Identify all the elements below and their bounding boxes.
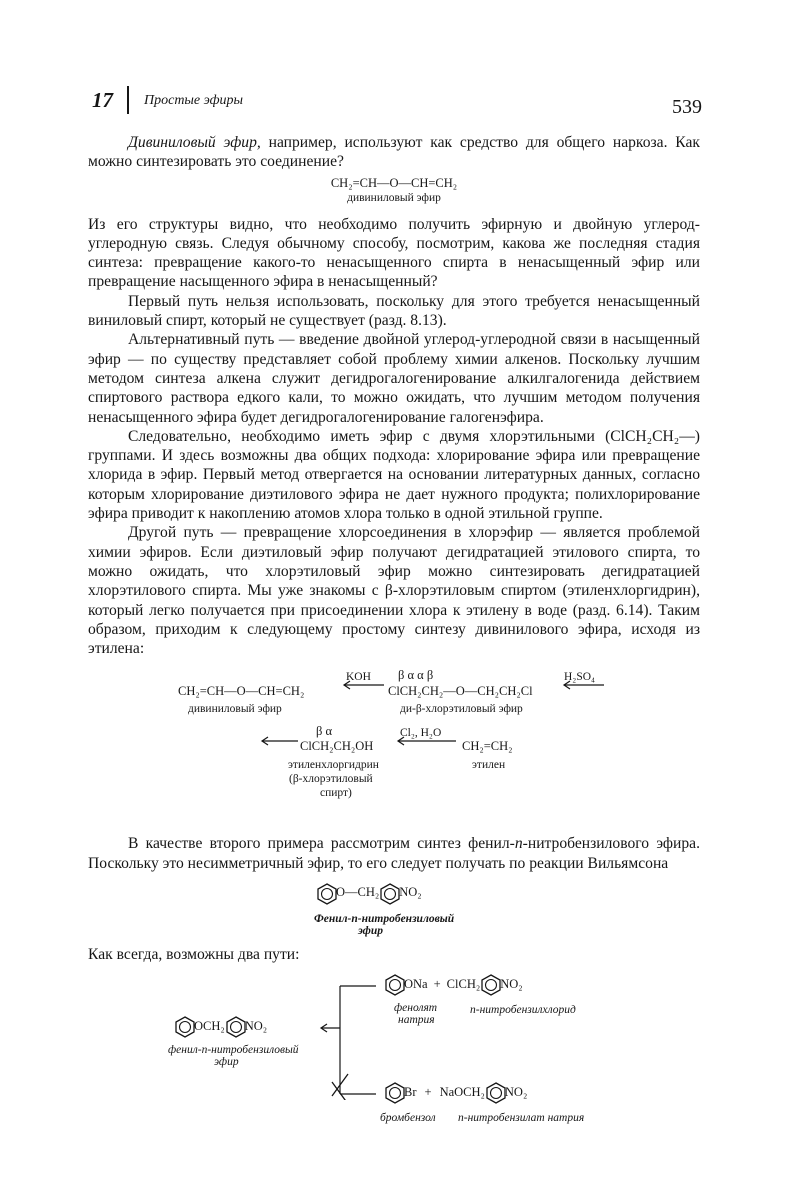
- paragraph-1: [88, 133, 700, 172]
- reagent-h2so4: H₂SO₄: [564, 671, 596, 684]
- divinyl-ether-formula: CH₂=CH—O—CH=CH₂: [330, 175, 458, 190]
- paragraph-2: Из его структуры видно, что необходимо получить эфирную и двойную углерод-углеродную связь. Следуя обычному способу, посмотрим, какова же последняя стадия синтеза: превращение какого-то ненасыщенного спирта в ненасыщенный эфир или превращение насыщенного эфира в ненасыщенный?: [88, 215, 700, 291]
- path-1-reagents: [384, 974, 523, 999]
- paragraph-7: [88, 834, 700, 873]
- divinyl-ether-product: CH₂=CH—O—CH=CH₂: [178, 684, 305, 699]
- ethylene-label: этилен: [472, 759, 506, 772]
- bromobenzene-caption: бромбензол: [380, 1112, 436, 1125]
- paragraph-7-start: В качестве второго примера рассмотрим синтез фенил-: [128, 835, 515, 853]
- paragraph-8: Как всегда, возможны два пути:: [88, 946, 300, 964]
- paragraph-3: Первый путь нельзя использовать, поскольку для этого требуется ненасыщенный виниловый спирт, который не существует (разд. 8.13).: [88, 292, 700, 330]
- linker-o-ch2: O—CH₂: [336, 885, 380, 900]
- paragraph-6: Другой путь — превращение хлорсоединения в хлорэфир — является проблемой химии эфиров. Если диэтиловый эфир получают дегидратацией этилового спирта, то можно ожидать, что хлорэтиловый эфир можно синтезировать дегидратацией хлорэтилового спирта. Мы уже знакомы с β-хлорэтиловым спиртом (этиленхлоргидрин), который легко получается при присоединении хлора к этилену в воде (разд. 6.14). Таким образом, приходим к следующему простому синтезу дивинилового эфира, исходя из этилена:: [88, 524, 700, 658]
- phenyl-nitrobenzyl-ether-structure: [316, 883, 422, 908]
- paragraph-5: Следовательно, необходимо иметь эфир с двумя хлорэтильными (ClCH₂CH₂—) группами. И здесь возможны два общих подхода: хлорирование эфира или превращение хлорида в эфир. Первый метод отвергается на основании литературных данных, согласно которым хлорирование диэтилового эфира не дает нужного продукта; полихлорирование эфира приводит к накоплению атомов хлора только в одной этильной группе.: [88, 427, 700, 523]
- sodium-phenolate-caption-2: натрия: [398, 1014, 435, 1027]
- dichloro-ether-label: ди-β-хлорэтиловый эфир: [400, 703, 523, 716]
- para-italic-n: п: [514, 835, 523, 853]
- greek-labels-chlorohydrin: β α: [316, 724, 333, 739]
- page-number: 539: [672, 96, 702, 118]
- product-och2: OCH₂: [194, 1018, 225, 1033]
- dichloro-ether: ClCH₂CH₂—O—CH₂CH₂Cl: [388, 684, 533, 699]
- header-divider: [127, 86, 129, 114]
- phenyl-nitrobenzyl-ether-caption-1: Фенил-п-нитробензиловый: [314, 913, 455, 926]
- clch2-group: ClCH₂: [446, 976, 481, 991]
- ethylene: CH₂=CH₂: [462, 739, 513, 754]
- divinyl-ether-term: Дивиниловый эфир,: [128, 134, 261, 151]
- benzene-ring-icon: [225, 1016, 245, 1036]
- reagent-koh: KOH: [346, 671, 371, 684]
- arrow-cl2: [394, 734, 456, 754]
- page-header: [92, 86, 702, 126]
- sodium-nitrobenzylate-caption: п-нитробензилат натрия: [458, 1112, 585, 1125]
- arrow-h2so4: [560, 678, 604, 698]
- two-paths-scheme: [88, 964, 700, 1132]
- benzene-ring-icon: [384, 1082, 404, 1102]
- benzene-ring-icon: [384, 974, 404, 994]
- path-2-reagents: [384, 1082, 527, 1107]
- product-no2: NO₂: [244, 1018, 268, 1033]
- product-structure: [174, 1016, 267, 1041]
- naoch2-group: NaOCH₂: [439, 1084, 485, 1099]
- reagent-cl2-h2o: Cl₂, H₂O: [400, 727, 442, 740]
- paragraph-1-text: например, используют как средство для общего наркоза. Как можно синтезировать это соединение?: [88, 134, 700, 171]
- sodium-phenolate-ona: ONa: [404, 976, 428, 991]
- greek-labels-dichloro: β α α β: [398, 668, 434, 683]
- chlorohydrin: ClCH₂CH₂OH: [300, 739, 374, 754]
- benzene-ring-icon: [480, 974, 500, 994]
- nitrobenzyl-chloride-caption: п-нитробензилхлорид: [470, 1004, 576, 1017]
- path-2-no2: NO₂: [504, 1084, 528, 1099]
- phenyl-nitrobenzyl-ether-caption-2: эфир: [358, 925, 383, 938]
- nitro-group: NO₂: [399, 885, 422, 900]
- divinyl-synthesis-scheme: [88, 666, 700, 824]
- benzene-ring-icon: [379, 883, 399, 903]
- arrow-to-dichloro: [258, 734, 298, 754]
- arrow-koh: [340, 678, 384, 698]
- chapter-number: 17: [92, 88, 113, 112]
- branch-connector: [318, 982, 378, 1100]
- chlorohydrin-label: этиленхлоргидрин: [288, 759, 379, 772]
- benzene-ring-icon: [174, 1016, 194, 1036]
- benzene-ring-icon: [485, 1082, 505, 1102]
- path-1-no2: NO₂: [500, 976, 523, 991]
- chlorohydrin-label-3: спирт): [320, 787, 352, 800]
- chlorohydrin-label-2: (β-хлорэтиловый: [289, 773, 373, 786]
- phenyl-nitrobenzyl-ether-figure: [88, 873, 700, 945]
- page-body: [88, 133, 700, 1132]
- plus-sign: +: [433, 976, 441, 991]
- product-caption-1: фенил-п-нитробензиловый: [168, 1044, 299, 1057]
- running-title: Простые эфиры: [144, 93, 244, 108]
- plus-sign: +: [424, 1084, 432, 1099]
- benzene-ring-icon: [316, 883, 336, 903]
- paragraph-7-end: -нитробензилового эфира. Поскольку это несимметричный эфир, то его следует получать по реакции Вильямсона: [88, 835, 700, 872]
- product-caption-2: эфир: [214, 1056, 239, 1069]
- sodium-phenolate-caption-1: фенолят: [394, 1002, 438, 1015]
- divinyl-ether-label: дивиниловый эфир: [188, 703, 282, 716]
- divinyl-ether-caption: дивиниловый эфир: [347, 191, 441, 204]
- bromobenzene-br: Br: [404, 1084, 417, 1099]
- paragraph-4: Альтернативный путь — введение двойной углерод-углеродной связи в насыщенный эфир — по существу представляет собой проблему химии алкенов. Поскольку лучшим методом синтеза алкена служит дегидрогалогенирование алкилгалогенида действием спиртового раствора едкого кали, то можно ожидать, что лучшим методом получения ненасыщенного эфира будет дегидрогалогенирование галогенэфира.: [88, 331, 700, 426]
